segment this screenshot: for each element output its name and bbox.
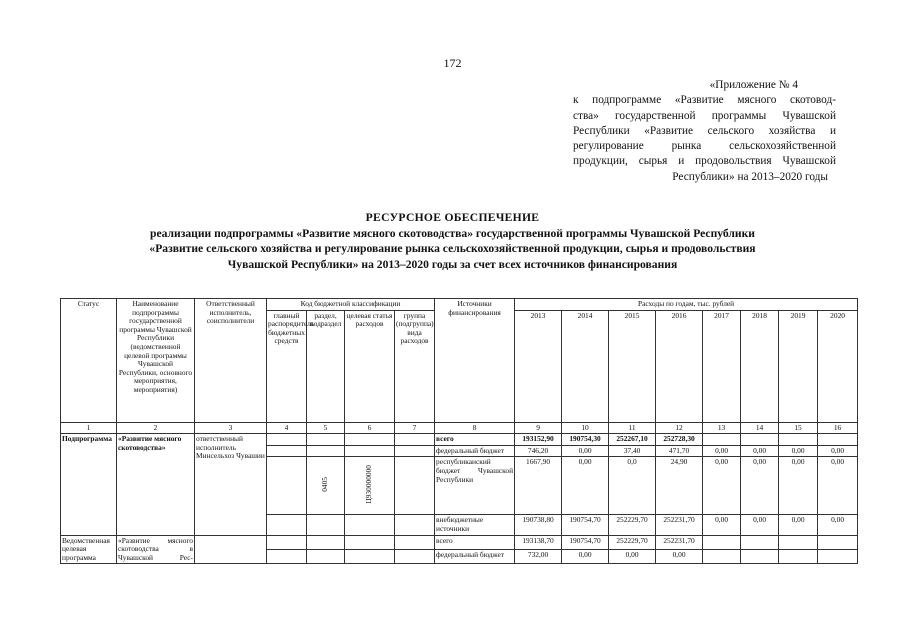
value-cell: 0,00 — [703, 445, 741, 457]
title-line: Чувашской Республики» на 2013–2020 годы за счет всех источников финансирования — [227, 257, 678, 271]
column-number: 10 — [562, 422, 609, 434]
header-year: 2013 — [515, 310, 562, 422]
header-row — [61, 299, 858, 311]
column-number: 12 — [656, 422, 703, 434]
document-title — [0, 210, 905, 272]
value-cell: 471,70 — [656, 445, 703, 457]
header-responsible: Ответственный исполнитель, соисполнители — [195, 299, 267, 423]
name-cell: «Развитие мясного скотоводства в Чувашской Рес- — [117, 535, 195, 564]
value-cell: 0,00 — [779, 445, 818, 457]
appendix-note — [573, 78, 836, 185]
value-cell: 746,20 — [515, 445, 562, 457]
value-cell: 252728,30 — [656, 434, 703, 446]
value-cell: 0,00 — [703, 457, 741, 515]
header-main-manager: главный распорядитель бюджетных средств — [267, 310, 307, 422]
responsible-cell: ответственный исполнитель Минсельхоз Чувашии — [195, 434, 267, 535]
target-cell — [345, 445, 395, 457]
value-cell: 0,00 — [779, 457, 818, 515]
group-cell — [395, 457, 435, 515]
value-cell — [741, 535, 779, 549]
source-cell: всего — [435, 535, 515, 549]
group-cell — [395, 434, 435, 446]
value-cell: 190754,70 — [562, 515, 609, 535]
appendix-line: ства» государственной программы Чувашской — [573, 109, 836, 122]
appendix-line: продукции, сырья и продовольствия Чувашской — [573, 155, 836, 168]
value-cell — [703, 434, 741, 446]
value-cell — [779, 549, 818, 563]
group-cell — [395, 549, 435, 563]
table-row — [61, 535, 858, 549]
section-cell — [307, 445, 345, 457]
main-manager-cell — [267, 549, 307, 563]
value-cell — [741, 434, 779, 446]
value-cell: 190754,30 — [562, 434, 609, 446]
value-cell: 0,00 — [656, 549, 703, 563]
header-budget-code: Код бюджетной классификации — [267, 299, 435, 311]
header-target-article: целевая статья расходов — [345, 310, 395, 422]
value-cell: 0,00 — [562, 445, 609, 457]
value-cell: 0,00 — [741, 445, 779, 457]
target-cell — [345, 434, 395, 446]
source-cell: всего — [435, 434, 515, 446]
header-status: Статус — [61, 299, 117, 423]
value-cell: 0,00 — [818, 515, 858, 535]
section-code: 0405 — [320, 477, 330, 492]
status-cell: Ведомственная целевая программа — [61, 535, 117, 564]
value-cell: 252231,70 — [656, 515, 703, 535]
value-cell: 0,00 — [741, 457, 779, 515]
main-manager-cell — [267, 515, 307, 535]
value-cell: 0,00 — [703, 515, 741, 535]
appendix-line: Республики» на 2013–2020 годы — [672, 170, 828, 183]
header-year: 2019 — [779, 310, 818, 422]
title-heading: РЕСУРСНОЕ ОБЕСПЕЧЕНИЕ — [365, 211, 540, 224]
header-expense-group: группа (подгруппа) вида расходов — [395, 310, 435, 422]
column-number: 4 — [267, 422, 307, 434]
target-cell — [345, 535, 395, 549]
section-cell — [307, 515, 345, 535]
appendix-title: «Приложение № 4 — [709, 79, 798, 91]
section-cell — [307, 434, 345, 446]
column-number: 14 — [741, 422, 779, 434]
column-number: 5 — [307, 422, 345, 434]
appendix-line: к подпрограмме «Развитие мясного скотовод- — [573, 94, 836, 107]
value-cell: 0,00 — [562, 457, 609, 515]
value-cell: 0,00 — [818, 445, 858, 457]
header-sources: Источники финансирования — [435, 299, 515, 423]
appendix-line: Республики «Развитие сельского хозяйства и — [573, 124, 836, 137]
section-cell — [307, 549, 345, 563]
name-cell: «Развитие мясного скотоводства» — [117, 434, 195, 535]
value-cell — [818, 434, 858, 446]
header-year: 2016 — [656, 310, 703, 422]
group-cell — [395, 535, 435, 549]
value-cell: 252231,70 — [656, 535, 703, 549]
value-cell — [741, 549, 779, 563]
resource-table — [60, 298, 858, 564]
column-number: 1 — [61, 422, 117, 434]
section-cell — [307, 535, 345, 549]
value-cell: 732,00 — [515, 549, 562, 563]
main-manager-cell — [267, 434, 307, 446]
value-cell: 252267,10 — [609, 434, 656, 446]
value-cell — [779, 434, 818, 446]
value-cell: 37,40 — [609, 445, 656, 457]
value-cell: 0,00 — [609, 549, 656, 563]
value-cell — [703, 535, 741, 549]
header-expenses: Расходы по годам, тыс. рублей — [515, 299, 858, 311]
header-year: 2017 — [703, 310, 741, 422]
value-cell: 190754,70 — [562, 535, 609, 549]
page-number: 172 — [443, 56, 462, 70]
value-cell: 0,0 — [609, 457, 656, 515]
value-cell: 0,00 — [779, 515, 818, 535]
source-cell: внебюджетные источники — [435, 515, 515, 535]
section-code-cell — [307, 457, 345, 515]
column-number: 3 — [195, 422, 267, 434]
value-cell: 193152,90 — [515, 434, 562, 446]
value-cell: 24,90 — [656, 457, 703, 515]
value-cell — [779, 535, 818, 549]
appendix-line: регулирование рынка сельскохозяйственной — [573, 140, 836, 153]
value-cell — [818, 535, 858, 549]
source-cell: федеральный бюджет — [435, 445, 515, 457]
responsible-cell — [195, 535, 267, 564]
header-year: 2018 — [741, 310, 779, 422]
value-cell: 193138,70 — [515, 535, 562, 549]
value-cell — [703, 549, 741, 563]
value-cell: 0,00 — [562, 549, 609, 563]
target-code: Ц930000000 — [364, 465, 374, 504]
value-cell: 0,00 — [741, 515, 779, 535]
title-line: «Развитие сельского хозяйства и регулирование рынка сельскохозяйственной продукции, сырья и продовольствия — [149, 242, 756, 256]
header-section: раздел, подраздел — [307, 310, 345, 422]
column-number: 16 — [818, 422, 858, 434]
column-number: 9 — [515, 422, 562, 434]
column-number: 15 — [779, 422, 818, 434]
value-cell: 252229,70 — [609, 515, 656, 535]
value-cell: 1667,90 — [515, 457, 562, 515]
value-cell — [818, 549, 858, 563]
header-year: 2015 — [609, 310, 656, 422]
target-code-cell — [345, 457, 395, 515]
source-cell: федеральный бюджет — [435, 549, 515, 563]
column-number-row — [61, 422, 858, 434]
target-cell — [345, 549, 395, 563]
main-manager-cell — [267, 457, 307, 515]
column-number: 8 — [435, 422, 515, 434]
column-number: 11 — [609, 422, 656, 434]
target-cell — [345, 515, 395, 535]
header-year: 2020 — [818, 310, 858, 422]
source-cell: республиканский бюджет Чувашской Республики — [435, 457, 515, 515]
value-cell: 190738,80 — [515, 515, 562, 535]
value-cell: 252229,70 — [609, 535, 656, 549]
column-number: 6 — [345, 422, 395, 434]
title-line: реализации подпрограммы «Развитие мясного скотоводства» государственной программы Чувашской Республики — [150, 226, 755, 240]
header-year: 2014 — [562, 310, 609, 422]
group-cell — [395, 515, 435, 535]
column-number: 7 — [395, 422, 435, 434]
table-row — [61, 434, 858, 446]
column-number: 13 — [703, 422, 741, 434]
main-manager-cell — [267, 535, 307, 549]
group-cell — [395, 445, 435, 457]
main-manager-cell — [267, 445, 307, 457]
header-name: Наименование подпрограммы государственной программы Чувашской Республики (ведомственной целевой программы Чувашской Республики, основного мероприятия, мероприятия) — [117, 299, 195, 423]
value-cell: 0,00 — [818, 457, 858, 515]
status-cell: Подпрограмма — [61, 434, 117, 535]
column-number: 2 — [117, 422, 195, 434]
